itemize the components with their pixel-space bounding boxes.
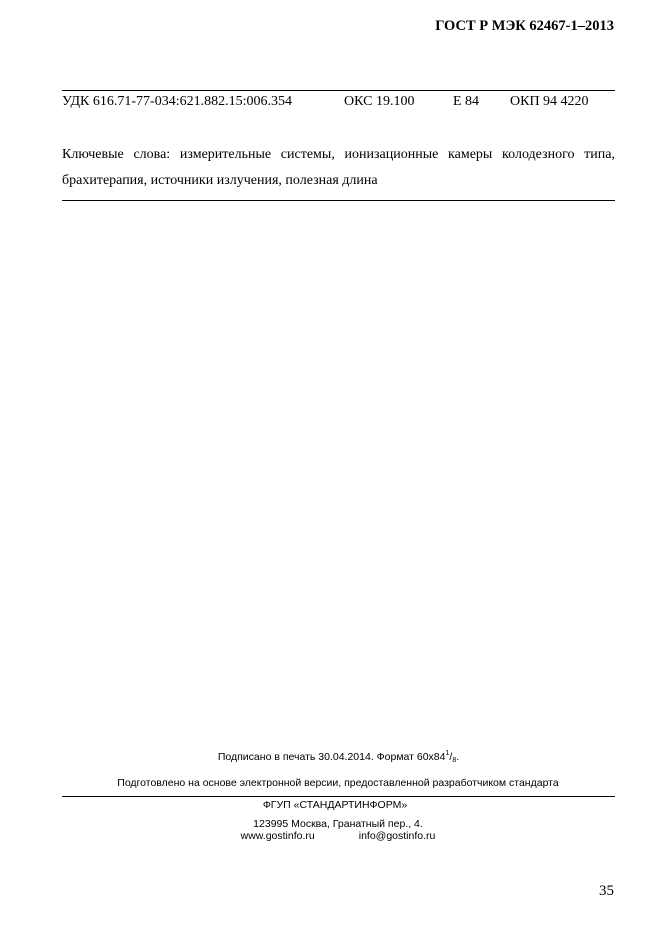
signed-text: Подписано в печать 30.04.2014. Формат 60x84 xyxy=(217,751,446,763)
publisher-organization: ФГУП «СТАНДАРТИНФОРМ» xyxy=(262,799,408,811)
format-end: . xyxy=(456,751,460,763)
okp-code: ОКП 94 4220 xyxy=(510,94,589,109)
udk-code: УДК 616.71-77-034:621.882.15:006.354 xyxy=(62,94,292,109)
page-number: 35 xyxy=(599,883,614,899)
imprint-rule xyxy=(62,796,615,797)
publisher-address: 123995 Москва, Гранатный пер., 4. xyxy=(253,818,423,830)
standard-code-header: ГОСТ Р МЭК 62467-1–2013 xyxy=(435,18,614,34)
website-link[interactable]: www.gostinfo.ru xyxy=(240,830,315,842)
oks-code: ОКС 19.100 xyxy=(344,94,415,109)
email-link[interactable]: info@gostinfo.ru xyxy=(358,830,436,842)
keywords-bottom-rule xyxy=(62,200,615,201)
format-denominator: 8 xyxy=(452,757,457,764)
classification-top-rule xyxy=(62,90,615,91)
publisher-contacts xyxy=(0,830,661,842)
e-code: Е 84 xyxy=(453,94,480,109)
keywords-paragraph: Ключевые слова: измерительные системы, ионизационные камеры колодезного типа, брахитерапия, источники излучения, полезная длина xyxy=(62,147,615,188)
format-numerator: 1 xyxy=(445,750,450,757)
signed-to-print-line xyxy=(0,750,661,764)
format-slash: / xyxy=(449,751,453,763)
prepared-from-electronic-version: Подготовлено на основе электронной версии, предоставленной разработчиком стандарта xyxy=(117,777,559,789)
